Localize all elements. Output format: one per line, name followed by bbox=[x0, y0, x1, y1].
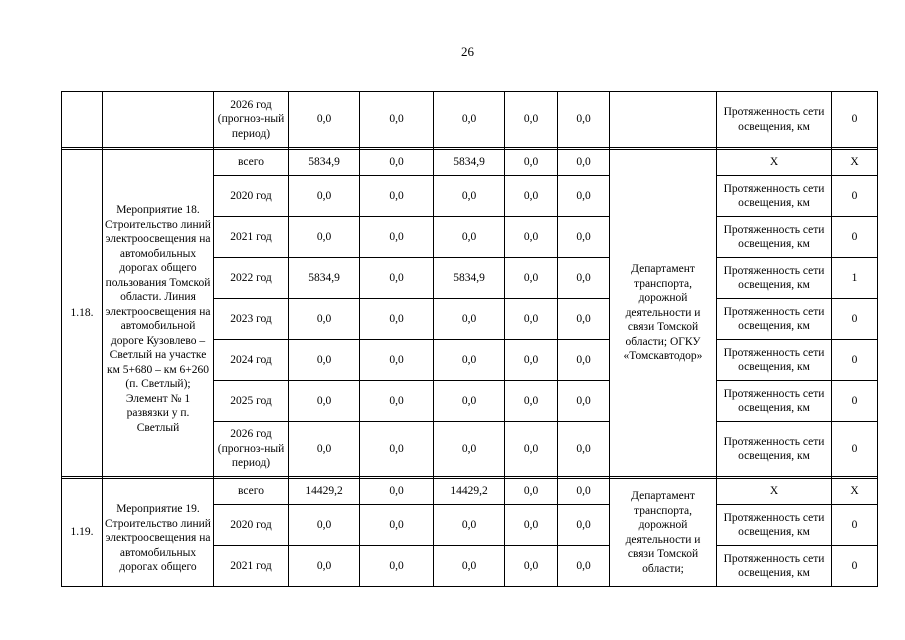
value-other: 0,0 bbox=[558, 340, 610, 381]
item-number-cell bbox=[62, 92, 103, 148]
item-description-cell bbox=[103, 92, 214, 148]
indicator-value: Х bbox=[832, 479, 878, 505]
value-total: 0,0 bbox=[289, 505, 360, 546]
year-cell: 2021 год bbox=[214, 546, 289, 587]
indicator-name: Х bbox=[717, 150, 832, 176]
value-local: 0,0 bbox=[505, 340, 558, 381]
value-total: 0,0 bbox=[289, 340, 360, 381]
year-cell: 2023 год bbox=[214, 299, 289, 340]
indicator-value: 0 bbox=[832, 92, 878, 148]
value-total: 0,0 bbox=[289, 299, 360, 340]
table-row bbox=[62, 92, 878, 148]
value-local: 0,0 bbox=[505, 217, 558, 258]
value-other: 0,0 bbox=[558, 176, 610, 217]
value-regional: 0,0 bbox=[434, 505, 505, 546]
value-local: 0,0 bbox=[505, 92, 558, 148]
indicator-name: Х bbox=[717, 479, 832, 505]
value-regional: 0,0 bbox=[434, 217, 505, 258]
indicator-name: Протяженность сети освещения, км bbox=[717, 176, 832, 217]
value-local: 0,0 bbox=[505, 505, 558, 546]
value-federal: 0,0 bbox=[360, 479, 434, 505]
value-federal: 0,0 bbox=[360, 340, 434, 381]
value-regional: 14429,2 bbox=[434, 479, 505, 505]
value-other: 0,0 bbox=[558, 217, 610, 258]
value-regional: 0,0 bbox=[434, 299, 505, 340]
value-local: 0,0 bbox=[505, 258, 558, 299]
value-federal: 0,0 bbox=[360, 176, 434, 217]
indicator-value: 0 bbox=[832, 422, 878, 477]
value-regional: 5834,9 bbox=[434, 150, 505, 176]
value-total: 0,0 bbox=[289, 217, 360, 258]
indicator-name: Протяженность сети освещения, км bbox=[717, 299, 832, 340]
indicator-name: Протяженность сети освещения, км bbox=[717, 258, 832, 299]
indicator-value: 0 bbox=[832, 299, 878, 340]
indicator-value: Х bbox=[832, 150, 878, 176]
value-other: 0,0 bbox=[558, 299, 610, 340]
year-cell: 2022 год bbox=[214, 258, 289, 299]
value-local: 0,0 bbox=[505, 299, 558, 340]
value-local: 0,0 bbox=[505, 381, 558, 422]
executor-cell: Департамент транспорта, дорожной деятельности и связи Томской области; bbox=[610, 479, 717, 587]
value-federal: 0,0 bbox=[360, 505, 434, 546]
indicator-value: 0 bbox=[832, 381, 878, 422]
value-other: 0,0 bbox=[558, 92, 610, 148]
value-regional: 5834,9 bbox=[434, 258, 505, 299]
indicator-name: Протяженность сети освещения, км bbox=[717, 505, 832, 546]
executor-cell: Департамент транспорта, дорожной деятельности и связи Томской области; ОГКУ «Томскавтодор» bbox=[610, 150, 717, 477]
table-row bbox=[62, 150, 878, 176]
value-total: 0,0 bbox=[289, 92, 360, 148]
year-cell: 2024 год bbox=[214, 340, 289, 381]
value-total: 0,0 bbox=[289, 546, 360, 587]
year-cell: всего bbox=[214, 150, 289, 176]
value-other: 0,0 bbox=[558, 150, 610, 176]
year-cell: 2021 год bbox=[214, 217, 289, 258]
value-other: 0,0 bbox=[558, 422, 610, 477]
page-number: 26 bbox=[461, 44, 474, 59]
value-regional: 0,0 bbox=[434, 340, 505, 381]
value-total: 0,0 bbox=[289, 422, 360, 477]
value-federal: 0,0 bbox=[360, 258, 434, 299]
value-local: 0,0 bbox=[505, 479, 558, 505]
item-description-cell: Мероприятие 18. Строительство линий электроосвещения на автомобильных дорогах общего пользования Томской области. Линия электроосвещения на автомобильной дороге Кузовлево – Светлый на участке км 5+680 – км 6+260 (п. Светлый); Элемент № 1 развязки у п. Светлый bbox=[103, 150, 214, 477]
indicator-value: 0 bbox=[832, 505, 878, 546]
year-cell: 2026 год (прогноз-ный период) bbox=[214, 92, 289, 148]
value-federal: 0,0 bbox=[360, 422, 434, 477]
value-other: 0,0 bbox=[558, 479, 610, 505]
value-regional: 0,0 bbox=[434, 381, 505, 422]
value-federal: 0,0 bbox=[360, 150, 434, 176]
value-local: 0,0 bbox=[505, 150, 558, 176]
value-other: 0,0 bbox=[558, 381, 610, 422]
item-number-cell: 1.19. bbox=[62, 479, 103, 587]
executor-cell bbox=[610, 92, 717, 148]
indicator-name: Протяженность сети освещения, км bbox=[717, 217, 832, 258]
value-other: 0,0 bbox=[558, 505, 610, 546]
year-cell: 2020 год bbox=[214, 505, 289, 546]
indicator-name: Протяженность сети освещения, км bbox=[717, 381, 832, 422]
indicator-name: Протяженность сети освещения, км bbox=[717, 546, 832, 587]
value-regional: 0,0 bbox=[434, 92, 505, 148]
value-local: 0,0 bbox=[505, 176, 558, 217]
indicator-value: 0 bbox=[832, 340, 878, 381]
year-cell: 2026 год (прогноз-ный период) bbox=[214, 422, 289, 477]
table-row bbox=[62, 479, 878, 505]
value-total: 0,0 bbox=[289, 176, 360, 217]
indicator-name: Протяженность сети освещения, км bbox=[717, 422, 832, 477]
value-federal: 0,0 bbox=[360, 92, 434, 148]
value-federal: 0,0 bbox=[360, 299, 434, 340]
indicator-value: 0 bbox=[832, 176, 878, 217]
value-total: 5834,9 bbox=[289, 150, 360, 176]
value-regional: 0,0 bbox=[434, 176, 505, 217]
item-description-cell: Мероприятие 19. Строительство линий электроосвещения на автомобильных дорогах общего bbox=[103, 479, 214, 587]
year-cell: всего bbox=[214, 479, 289, 505]
value-federal: 0,0 bbox=[360, 217, 434, 258]
value-total: 0,0 bbox=[289, 381, 360, 422]
value-local: 0,0 bbox=[505, 546, 558, 587]
value-federal: 0,0 bbox=[360, 381, 434, 422]
indicator-value: 0 bbox=[832, 546, 878, 587]
value-federal: 0,0 bbox=[360, 546, 434, 587]
indicator-value: 1 bbox=[832, 258, 878, 299]
indicator-value: 0 bbox=[832, 217, 878, 258]
year-cell: 2020 год bbox=[214, 176, 289, 217]
indicator-name: Протяженность сети освещения, км bbox=[717, 340, 832, 381]
value-total: 14429,2 bbox=[289, 479, 360, 505]
value-other: 0,0 bbox=[558, 546, 610, 587]
value-local: 0,0 bbox=[505, 422, 558, 477]
value-regional: 0,0 bbox=[434, 546, 505, 587]
value-total: 5834,9 bbox=[289, 258, 360, 299]
program-activities-table bbox=[61, 91, 878, 587]
indicator-name: Протяженность сети освещения, км bbox=[717, 92, 832, 148]
year-cell: 2025 год bbox=[214, 381, 289, 422]
value-regional: 0,0 bbox=[434, 422, 505, 477]
value-other: 0,0 bbox=[558, 258, 610, 299]
item-number-cell: 1.18. bbox=[62, 150, 103, 477]
